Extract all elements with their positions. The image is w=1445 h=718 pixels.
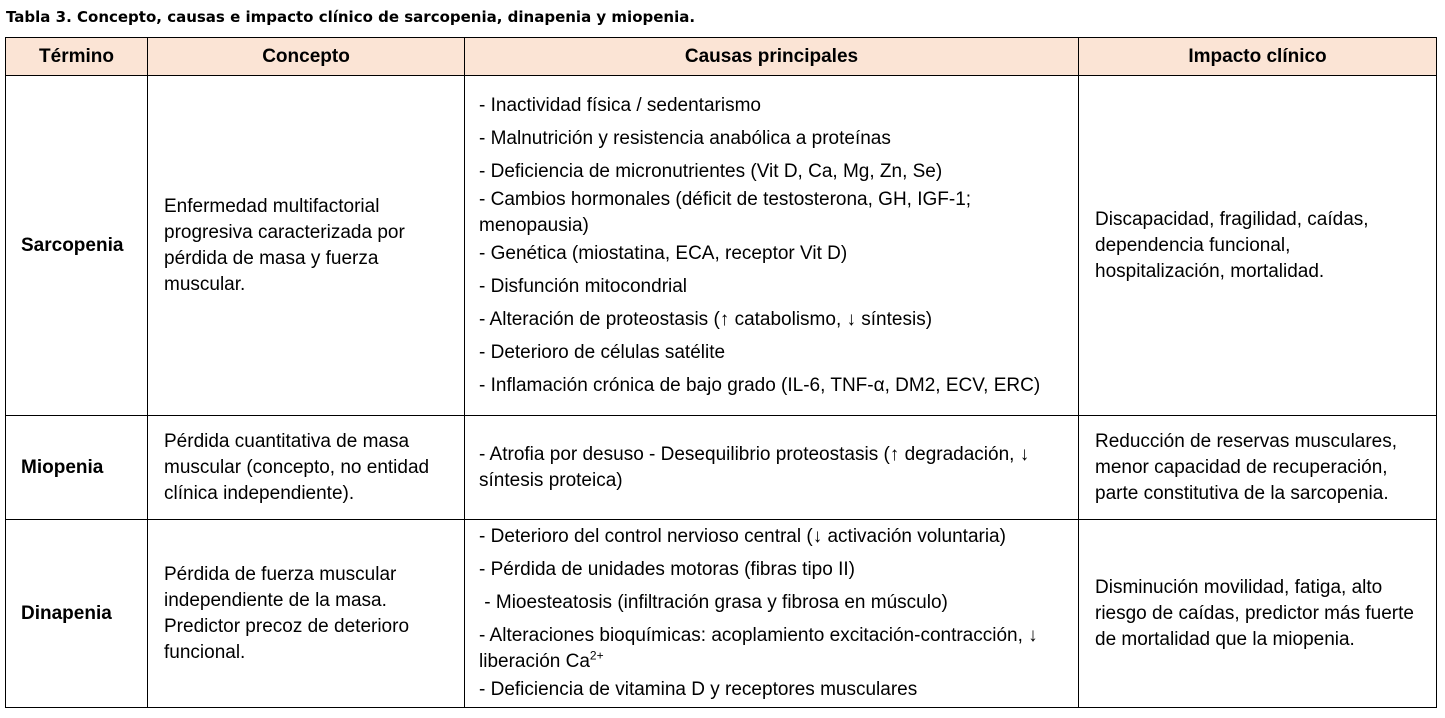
cause-item: - Alteración de proteostasis (↑ catabolismo, ↓ síntesis) [479,308,933,330]
header-row [6,38,1437,76]
header-causes: Causas principales [465,38,1079,76]
impact-cell: Reducción de reservas musculares, menor capacidad de recuperación, parte constitutiva de la sarcopenia. [1079,416,1437,520]
concept-cell: Pérdida de fuerza muscular independiente de la masa. Predictor precoz de deterioro funcional. [148,520,465,708]
cause-item: - Mioesteatosis (infiltración grasa y fibrosa en músculo) [479,592,948,613]
cause-item: - Disfunción mitocondrial [479,275,688,297]
cause-item: - Malnutrición y resistencia anabólica a proteínas [479,127,891,149]
causes-cell [465,520,1079,708]
cause-item: - Atrofia por desuso - Desequilibrio proteostasis (↑ degradación, ↓ síntesis proteica) [479,443,1030,491]
cause-item: - Cambios hormonales (déficit de testosterona, GH, IGF-1; menopausia) [479,188,972,236]
cause-text: - Alteraciones bioquímicas: acoplamiento excitación-contracción, ↓ liberación Ca [479,625,1038,672]
causes-cell [465,416,1079,520]
table-row-dinapenia [6,520,1437,708]
concept-table [5,37,1437,708]
causes-cell [465,76,1079,416]
cause-item: - Deterioro del control nervioso central (↓ activación voluntaria) [479,526,1006,547]
term-cell: Sarcopenia [6,76,148,416]
header-impact: Impacto clínico [1079,38,1437,76]
cause-item: - Deficiencia de micronutrientes (Vit D, Ca, Mg, Zn, Se) [479,160,943,182]
cause-item: - Genética (miostatina, ECA, receptor Vit D) [479,242,848,264]
impact-cell: Disminución movilidad, fatiga, alto riesgo de caídas, predictor más fuerte de mortalidad que la miopenia. [1079,520,1437,708]
header-concept: Concepto [148,38,465,76]
term-cell: Dinapenia [6,520,148,708]
cause-item: - Inflamación crónica de bajo grado (IL-6, TNF-α, DM2, ECV, ERC) [479,374,1041,396]
table-row-sarcopenia [6,76,1437,416]
term-cell: Miopenia [6,416,148,520]
cause-item: - Pérdida de unidades motoras (fibras tipo II) [479,559,855,580]
calcium-superscript: 2+ [589,648,604,663]
cause-item [479,623,1072,675]
cause-item: - Deficiencia de vitamina D y receptores musculares [479,679,918,700]
header-term: Término [6,38,148,76]
impact-cell: Discapacidad, fragilidad, caídas, dependencia funcional, hospitalización, mortalidad. [1079,76,1437,416]
cause-item: - Inactividad física / sedentarismo [479,94,761,116]
table-caption: Tabla 3. Concepto, causas e impacto clínico de sarcopenia, dinapenia y miopenia. [6,8,696,26]
concept-cell: Pérdida cuantitativa de masa muscular (concepto, no entidad clínica independiente). [148,416,465,520]
cause-item: - Deterioro de células satélite [479,341,726,363]
concept-cell: Enfermedad multifactorial progresiva caracterizada por pérdida de masa y fuerza muscular. [148,76,465,416]
table-row-miopenia [6,416,1437,520]
